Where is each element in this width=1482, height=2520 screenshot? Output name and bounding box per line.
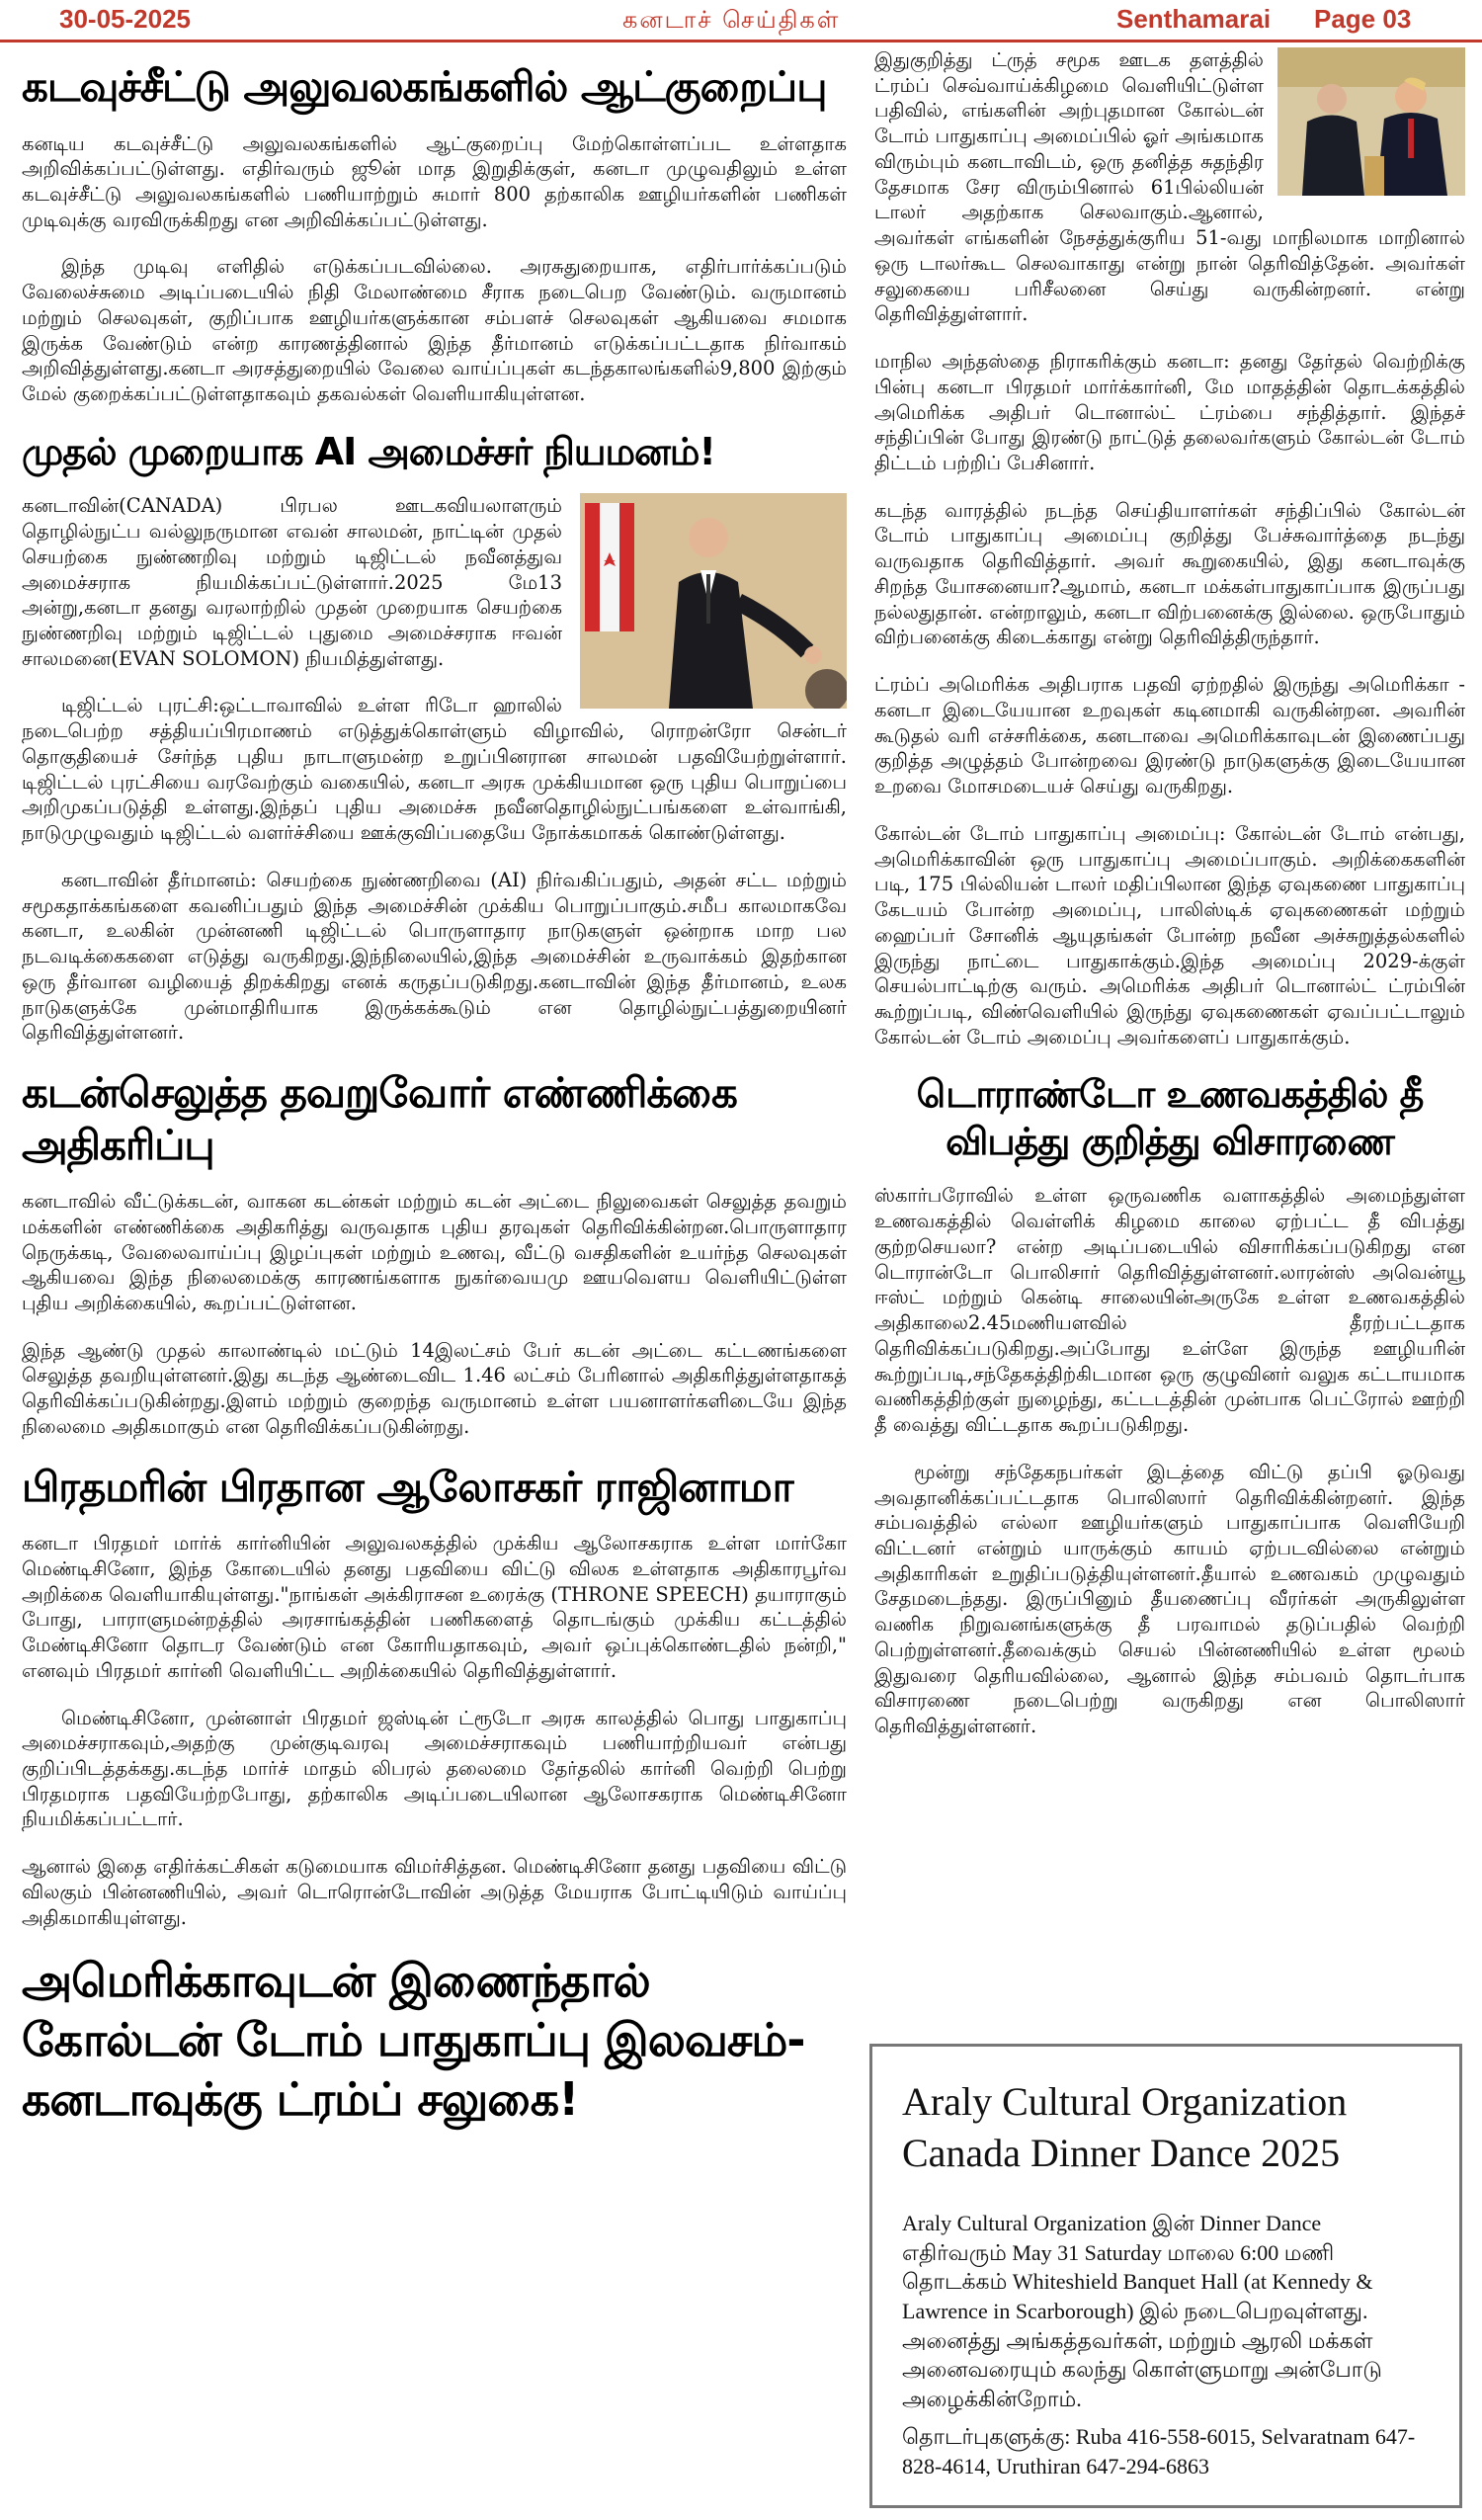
right-column	[874, 47, 1465, 1761]
ad-contacts: தொடர்புகளுக்கு: Ruba 416-558-6015, Selvaratnam 647-828-4614, Uruthiran 647-294-6863	[902, 2423, 1416, 2478]
dinner-dance-ad	[869, 2044, 1462, 2508]
newspaper-name: Senthamarai	[1116, 4, 1272, 34]
article-ai-minister-headline: முதல் முறையாக AI அமைச்சர் நியமனம்!	[22, 429, 715, 473]
article-fire-headline: டொராண்டோ உணவகத்தில் தீ விபத்து குறித்து விசாரணை	[916, 1072, 1424, 1163]
section-title: கனடாச் செய்திகள்	[622, 6, 841, 34]
leaders-photo-illustration	[1277, 47, 1465, 196]
article-advisor-headline: பிரதமரின் பிரதான ஆலோசகர் ராஜினாமா	[22, 1462, 793, 1511]
issue-date: 30-05-2025	[59, 4, 191, 34]
evan-solomon-photo	[580, 493, 847, 709]
article-golden-dome-headline: அமெரிக்காவுடன் இணைந்தால் கோல்டன் டோம் பாதுகாப்பு இலவசம்-கனடாவுக்கு ட்ரம்ப் சலுகை!	[22, 1954, 805, 2127]
article-advisor-p1: கனடா பிரதமர் மார்க் கார்னியின் அலுவலகத்தில் முக்கிய ஆலோசகராக உள்ள மார்கோ மெண்டிசினோ, இந்த கோடையில் தனது பதவியை விட்டு விலக உள்ளதாக அதிகாரபூர்வ அறிக்கை வெளியாகியுள்ளது."நாங்கள் அக்கிராசன உரைக்கு (THRONE SPEECH) தயாராகும் போது, பாராளுமன்றத்தில் அரசாங்கத்தின் பணிகளைத் தொடங்கும் முக்கிய கட்டத்தில் மேண்டிசினோ தொடர வேண்டும் என கோரியதாகவும், அவர் ஒப்புக்கொண்டதில் நன்றி," எனவும் பிரதமர் கார்னி வெளியிட்ட அறிக்கையில் தெரிவித்துள்ளார்.	[22, 1532, 847, 1682]
article-fire-p2: மூன்று சந்தேகநபர்கள் இடத்தை விட்டு தப்பி ஓடுவது அவதானிக்கப்பட்டதாக பொலிஸார் தெரிவிக்கின்றனர். இந்த சம்பவத்தில் எல்லா ஊழியர்களும் பாதுகாப்பாக வெளியேறி விட்டனர் என்றும் யாருக்கும் காயம் ஏற்படவில்லை என்றும் அதிகாரிகள் உறுதிப்படுத்தியுள்ளனர்.தீயால் உணவகம் முழுவதும் சேதமடைந்தது. இருப்பினும் தீயணைப்பு வீரர்கள் அருகிலுள்ள வணிக நிறுவனங்களுக்கு தீ பரவாமல் தடுப்பதில் வெற்றி பெற்றுள்ளனர்.தீவைக்கும் செயல் பின்னணியில் உள்ள மூலம் இதுவரை தெரியவில்லை, ஆனால் இந்த சம்பவம் தொடர்பாக விசாரணை நடைபெற்று வருகிறது என பொலிஸார் தெரிவித்துள்ளனர்.	[874, 1460, 1465, 1738]
minister-photo-illustration	[580, 493, 847, 709]
article-ai-minister-p2: டிஜிட்டல் புரட்சி:ஒட்டாவாவில் உள்ள ரிடோ ஹாலில் நடைபெற்ற சத்தியப்பிரமாணம் எடுத்துக்கொள்ளும் விழாவில், ரொறன்ரோ சென்டர் தொகுதியைச் சேர்ந்த புதிய நாடாளுமன்ற உறுப்பினரான சாலமன் பதவியேற்றுள்ளார். டிஜிட்டல் புரட்சியை வரவேற்கும் வகையில், கனடா அரசு முக்கியமான ஒரு புதிய பொறுப்பை அறிமுகப்படுத்தி உள்ளது.இந்தப் புதிய அமைச்சு நவீனதொழில்நுட்பங்களை உள்வாங்கி, நாடுமுழுவதும் டிஜிட்டல் வளர்ச்சியை ஊக்குவிப்பதையே நோக்கமாகக் கொண்டுள்ளது.	[22, 694, 847, 845]
article-debt-p1: கனடாவில் வீட்டுக்கடன், வாகன கடன்கள் மற்றும் கடன் அட்டை நிலுவைகள் செலுத்த தவறும் மக்களின் எண்ணிக்கை அதிகரித்து வருவதாக புதிய தரவுகள் தெரிவிக்கின்றன.பொருளாதார நெருக்கடி, வேலைவாய்ப்பு இழப்புகள் மற்றும் உணவு, வீட்டு வசதிகளின் உயர்ந்த செலவுகள் ஆகியவை இந்த நிலைமைக்கு காரணங்களாக நுகர்வையமு ஊயவெளய வெளியிட்டுள்ள புதிய அறிக்கையில், கூறப்பட்டுள்ளன.	[22, 1190, 847, 1314]
article-ai-minister-p1: கனடாவின்(CANADA) பிரபல ஊடகவியலாளரும் தொழில்நுட்ப வல்லுநருமான எவன் சாலமன், நாட்டின் முதல் செயற்கை நுண்ணறிவு மற்றும் டிஜிட்டல் நவீனத்துவ அமைச்சராக நியமிக்கப்பட்டுள்ளார்.2025 மே13 அன்று,கனடா தனது வரலாற்றில் முதன் முறையாக செயற்கை நுண்ணறிவு மற்றும் டிஜிட்டல் புதுமை அமைச்சராக ஈவன் சாலமனை(EVAN SOLOMON) நியமித்துள்ளது.	[22, 494, 562, 670]
article-passport-p1: கனடிய கடவுச்சீட்டு அலுவலகங்களில் ஆட்குறைப்பு மேற்கொள்ளப்பட உள்ளதாக அறிவிக்கப்பட்டுள்ளது. எதிர்வரும் ஜூன் மாத இறுதிக்குள், கனடா முழுவதிலும் உள்ள கடவுச்சீட்டு அலுவலகங்களில் பணியாற்றும் சுமார் 800 தற்காலிக ஊழியர்களின் பணிகள் முடிவுக்கு வரவிருக்கிறது என அறிவிக்கப்பட்டுள்ளது.	[22, 131, 847, 231]
page-number: Page 03	[1314, 4, 1412, 34]
article-passport-p2: இந்த முடிவு எளிதில் எடுக்கப்படவில்லை. அரசுதுறையாக, எதிர்பார்க்கப்படும் வேலைச்சுமை அடிப்படையில் நிதி மேலாண்மை சீராக நடைபெற வேண்டும். வருமானம் மற்றும் செலவுகள், குறிப்பாக ஊழியர்களுக்கான சம்பளச் செலவுகள் ஆகியவை சமமாக இருக்க வேண்டும் என்ற காரணத்தினால் இந்த தீர்மானம் எடுக்கப்பட்டதாக நிர்வாகம் அறிவித்துள்ளது.கனடா அரசத்துறையில் வேலை வாய்ப்புகள் கடந்தகாலங்களில்9,800 இற்கும் மேல் குறைக்கப்பட்டுள்ளதாகவும் தகவல்கள் வெளியாகியுள்ளன.	[22, 255, 847, 406]
article-advisor-p3: ஆனால் இதை எதிர்க்கட்சிகள் கடுமையாக விமர்சித்தன. மெண்டிசினோ தனது பதவியை விட்டு விலகும் பின்னணியில், அவர் டொரொன்டோவின் அடுத்த மேயராக போட்டியிடும் வாய்ப்பு அதிகமாகியுள்ளது.	[22, 1855, 847, 1929]
golden-dome-p4: ட்ரம்ப் அமெரிக்க அதிபராக பதவி ஏற்றதில் இருந்து அமெரிக்கா - கனடா இடையேயான உறவுகள் கடினமாகி வருகின்றன. அவரின் கூடுதல் வரி எச்சரிக்கை, கனடாவை அமெரிக்காவுடன் இணைப்பது குறித்த அழுத்தம் போன்றவை இரண்டு நாடுகளுக்கு இடையேயான உறவை மோசமடையச் செய்து வருகிறது.	[874, 673, 1465, 798]
article-passport-headline: கடவுச்சீட்டு அலுவலகங்களில் ஆட்குறைப்பு	[22, 62, 827, 111]
ad-title: Araly Cultural Organization Canada Dinner Dance 2025	[902, 2079, 1348, 2175]
article-debt-headline: கடன்செலுத்த தவறுவோர் எண்ணிக்கை அதிகரிப்பு	[22, 1068, 737, 1169]
golden-dome-p2: மாநில அந்தஸ்தை நிராகரிக்கும் கனடா: தனது தேர்தல் வெற்றிக்கு பின்பு கனடா பிரதமர் மார்க்கார்னி, மே மாதத்தின் தொடக்கத்தில் அமெரிக்க அதிபர் டொனால்ட் ட்ரம்பை சந்தித்தார். இந்தச் சந்திப்பின் போது இரண்டு நாட்டுத் தலைவர்களும் கோல்டன் டோம் திட்டம் பற்றிப் பேசினார்.	[874, 350, 1465, 475]
article-advisor-p2: மெண்டிசினோ, முன்னாள் பிரதமர் ஜஸ்டின் ட்ரூடோ அரசு காலத்தில் பொது பாதுகாப்பு அமைச்சராகவும்,அதற்கு முன்குடிவரவு அமைச்சராகவும் பணியாற்றியவர் என்பது குறிப்பிடத்தக்கது.கடந்த மார்ச் மாதம் லிபரல் தலைமை தேர்தலில் கார்னி வெற்றி பெற்று பிரதமராக பதவியேற்றபோது, தற்காலிக அடிப்படையிலான ஆலோசகராக மெண்டிசினோ நியமிக்கப்பட்டார்.	[22, 1706, 847, 1831]
article-debt-p2: இந்த ஆண்டு முதல் காலாண்டில் மட்டும் 14இலட்சம் பேர் கடன் அட்டை கட்டணங்களை செலுத்த தவறியுள்ளனர்.இது கடந்த ஆண்டைவிட 1.46 லட்சம் பேரினால் அதிகரித்துள்ளதாகத் தெரிவிக்கப்படுகின்றது.இளம் மற்றும் குறைந்த வருமானம் உள்ள பயனாளர்களிடையே இந்த நிலைமை அதிகமாகும் என தெரிவிக்கப்படுகின்றது.	[22, 1338, 847, 1438]
golden-dome-p3: கடந்த வாரத்தில் நடந்த செய்தியாளர்கள் சந்திப்பில் கோல்டன் டோம் பாதுகாப்பு அமைப்பு குறித்து பேச்சுவார்த்தை நடந்து வருவதாக தெரிவித்தார். அவர் கூறுகையில், இது கனடாவுக்கு சிறந்த யோசனையா?ஆமாம், கனடா மக்கள்பாதுகாப்பாக இருப்பது நல்லதுதான். என்றாலும், கனடா விற்பனைக்கு இல்லை. ஒருபோதும் விற்பனைக்கு கிடைக்காது என்று தெரிவித்திருந்தார்.	[874, 498, 1465, 649]
article-ai-minister-p3: கனடாவின் தீர்மானம்: செயற்கை நுண்ணறிவை (AI) நிர்வகிப்பதும், அதன் சட்ட மற்றும் சமூகதாக்கங்களை கவனிப்பதும் இந்த அமைச்சின் முக்கிய பொறுப்பாகும்.சமீப காலமாகவே கனடா, உலகின் முன்னணி டிஜிட்டல் பொருளாதார நாடுகளுள் ஒன்றாக மாற பல நடவடிக்கைகளை எடுத்து வருகிறது.இந்நிலையில்,இந்த அமைச்சின் உருவாக்கம் இதற்கான ஒரு தீர்வான வழியைத் திறக்கிறது எனக் கருதப்படுகிறது.கனடாவின் இந்த தீர்மானம், உலக நாடுகளுக்கே முன்மாதிரியாக இருக்கக்கூடும் என தொழில்நுட்பத்துறையினர் தெரிவித்துள்ளனர்.	[22, 868, 847, 1045]
left-column	[22, 47, 847, 2147]
ad-text: Araly Cultural Organization இன் Dinner Dance எதிர்வரும் May 31 Saturday மாலை 6:00 மணி தொடக்கம் Whiteshield Banquet Hall (at Kennedy & Lawrence in Scarborough) இல் நடைபெறவுள்ளது. அனைத்து அங்கத்தவர்கள், மற்றும் ஆரலி மக்கள் அனைவரையும் கலந்து கொள்ளுமாறு அன்போடு அழைக்கின்றோம்.	[902, 2211, 1382, 2412]
golden-dome-p1: இதுகுறித்து ட்ருத் சமூக ஊடக தளத்தில் ட்ரம்ப் செவ்வாய்க்கிழமை வெளியிட்டுள்ள பதிவில், எங்களின் அற்புதமான கோல்டன் டோம் பாதுகாப்பு அமைப்பில் ஓர் அங்கமாக விரும்பும் கனடாவிடம், ஒரு தனித்த சுதந்திர தேசமாக சேர விரும்பினால் 61பில்லியன் டாலர் அதற்காக செலவாகும்.ஆனால், அவர்கள் எங்களின் நேசத்துக்குரிய 51-வது மாநிலமாக மாறினால் ஒரு டாலர்கூட செலவாகாது என்று நான் தெரிவித்தேன். அவர்கள் சலுகையை பரிசீலனை செய்து வருகின்றனர். என்று தெரிவித்துள்ளார்.	[874, 48, 1465, 326]
golden-dome-p5: கோல்டன் டோம் பாதுகாப்பு அமைப்பு: கோல்டன் டோம் என்பது, அமெரிக்காவின் ஒரு பாதுகாப்பு அமைப்பாகும். அறிக்கைகளின் படி, 175 பில்லியன் டாலர் மதிப்பிலான இந்த ஏவுகணை பாதுகாப்பு கேடயம் போன்ற அமைப்பு, பாலிஸ்டிக் ஏவுகணைகள் மற்றும் ஹைப்பர் சோனிக் ஆயுதங்கள் போன்ற நவீன அச்சுறுத்தல்களில் இருந்து நாட்டை பாதுகாக்கும்.இந்த அமைப்பு 2029-க்குள் செயல்பாட்டிற்கு வரும். அமெரிக்க அதிபர் டொனால்ட் ட்ரம்பின் கூற்றுப்படி, விண்வெளியில் இருந்து ஏவுகணைகள் ஏவப்பட்டாலும் கோல்டன் டோம் அமைப்பு அவர்களைப் பாதுகாக்கும்.	[874, 821, 1465, 1049]
masthead	[0, 0, 1482, 42]
trump-carney-photo	[1277, 47, 1465, 196]
article-fire-p1: ஸ்கார்பரோவில் உள்ள ஒருவணிக வளாகத்தில் அமைந்துள்ள உணவகத்தில் வெள்ளிக் கிழமை காலை ஏற்பட்ட தீ விபத்து குற்றசெயலா? என்ற அடிப்படையில் விசாரிக்கப்படுகிறது என டொரான்டோ பொலிசார் தெரிவித்துள்ளனர்.லாரன்ஸ் அவென்யூ ஈஸ்ட் மற்றும் கென்டி சாலையின்அருகே உள்ள உணவகத்தில் அதிகாலை2.45மணியளவில் தீரற்பட்டதாக தெரிவிக்கப்படுகிறது.அப்போது உள்ளே இருந்த ஊழியரின் கூற்றுப்படி,சந்தேகத்திற்கிடமான ஒரு குழுவினர் வலுக கட்டாயமாக வணிகத்திற்குள் நுழைந்து, கட்டடத்தின் முன்பாக பெட்ரோல் ஊற்றி தீ வைத்து விட்டதாக கூறப்படுகிறது.	[874, 1184, 1465, 1437]
